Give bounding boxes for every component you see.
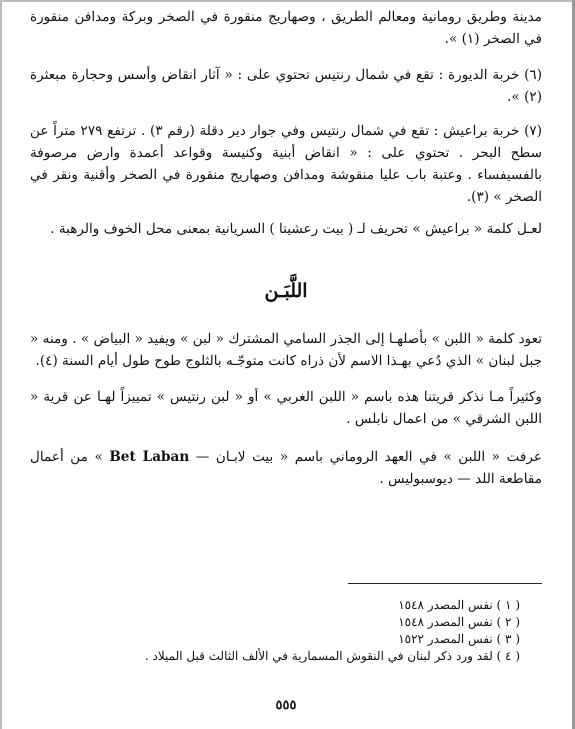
paragraph-allaban-names: وكثيراً مـا نذكر قريتنا هذه باسم « اللبن الغربي » أو « لبن رنتيس » تمييزاً لهـا عن قرية « اللبن الشرقي » من اعمال نابلس .: [30, 389, 542, 427]
paragraph-khirbet-baraish: (٧) خربة براعيش : تقع في شمال رنتيس وفي جوار دير دقلة (رقم ٣) . ترتفع ٢٧٩ متراً عن سطح البحر . تحتوي على : « انقاض أبنية وكنيسة وقواعد أعمدة وارض مرصوفة بالفسيفساء . وعتبة باب عليا منقوشة ومدافن وصهاريج منقورة في الصخر وأقنية ونقر في الصخر » (٣).: [30, 123, 543, 205]
footnotes: [30, 597, 542, 665]
footnote-1: ( ١ ) نفس المصدر ١٥٤٨: [398, 598, 520, 612]
section-title: اللَّبَـن: [264, 280, 308, 302]
paragraph-khirbet-al-dayura: (٦) خربة الديورة : تقع في شمال رنتيس تحتوي على : « آثار انقاض وأسس وحجارة مبعثرة (٢) ».: [30, 67, 542, 105]
footnote-separator: [348, 583, 542, 584]
paragraph-intro: مدينة وطريق رومانية ومعالم الطريق ، وصهاريج منقورة في الصخر وبركة ومدافن منقورة في الصخر (١) ».: [30, 9, 542, 47]
page-frame-top: [0, 0, 575, 2]
footnote-4: ( ٤ ) لقد ورد ذكر لبنان في النقوش المسمارية في الألف الثالث قبل الميلاد .: [144, 649, 520, 663]
footnote-2: ( ٢ ) نفس المصدر ١٥٤٨: [398, 615, 520, 629]
page-frame-left: [0, 0, 2, 729]
paragraph-roman-name: [30, 446, 542, 490]
page-number: ٥٥٥: [275, 698, 297, 713]
paragraph-name-origin: لعـل كلمة « براعيش » تحريف لـ ( بيت رعشيتا ) السريانية بمعنى محل الخوف والرهبة .: [50, 221, 542, 237]
document-page: [30, 6, 543, 713]
footnote-3: ( ٣ ) نفس المصدر ١٥٢٢: [398, 632, 520, 646]
paragraph-allaban-etymology: تعود كلمة « اللبن » بأصلهـا إلى الجذر السامي المشترك « لبن » ويفيد « البياض » . ومنه « جبل لبنان » الذي دُعي بهـذا الاسم لأن ذراه كانت متوجّـه بالثلوج طوح طول أيام السنة (٤).: [30, 331, 542, 369]
roman-name-after: » من أعمال مقاطعة اللد — ديوسبوليس .: [30, 449, 542, 487]
roman-name-latin: Bet Laban: [109, 449, 190, 465]
roman-name-before: عرفت « اللبن » في العهد الروماني باسم « بيت لابـان —: [189, 449, 542, 465]
